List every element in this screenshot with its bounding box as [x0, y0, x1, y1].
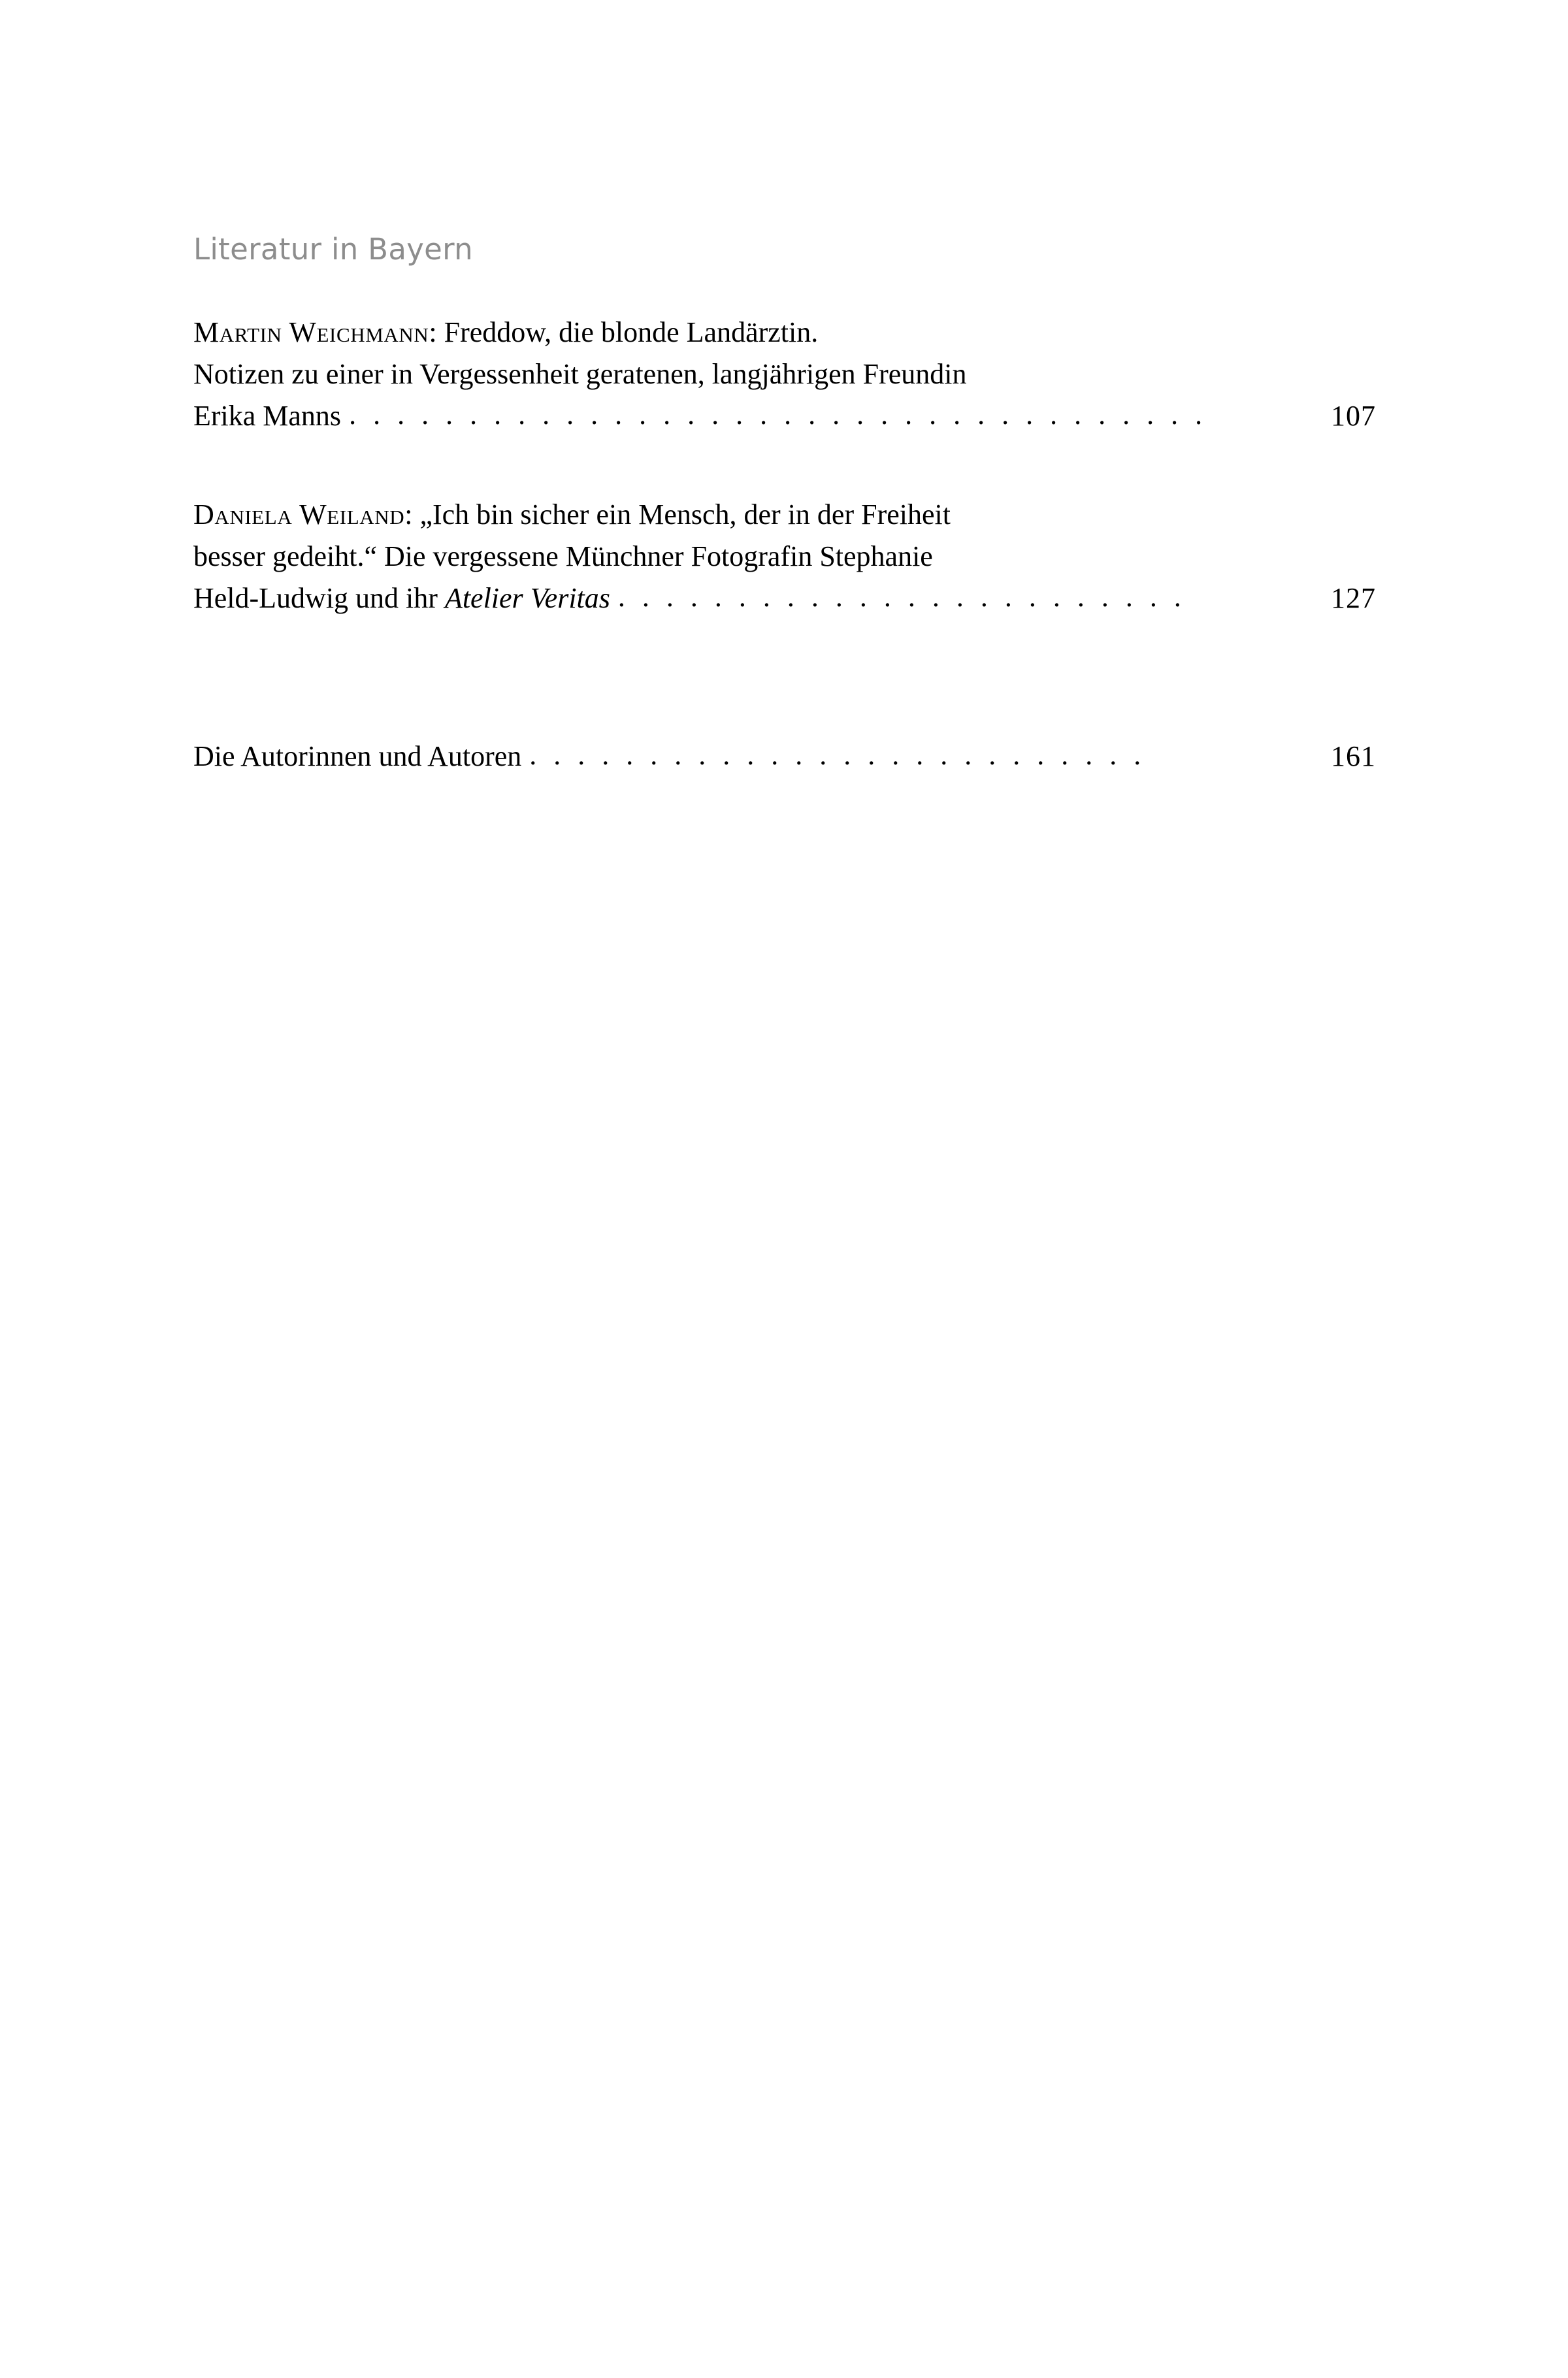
toc-entry-title-line2: Notizen zu einer in Vergessenheit geratenen, langjährigen Freundin	[193, 358, 967, 391]
toc-entry-title-line3: Erika Manns	[193, 400, 342, 432]
toc-entry-leader-row	[193, 736, 1376, 777]
toc-entry-author: Daniela Weiland	[193, 498, 405, 530]
toc-entry-label: Die Autorinnen und Autoren	[193, 740, 522, 773]
page-content	[193, 232, 1389, 778]
toc-entry-page-number: 127	[1331, 582, 1376, 615]
toc-entry-separator: :	[429, 316, 444, 348]
leader-dots: . . . . . . . . . . . . . . . . . . . . . . . .	[617, 581, 1186, 613]
leader-dots: . . . . . . . . . . . . . . . . . . . . . . . . . .	[529, 739, 1146, 772]
toc-entry-page-number: 107	[1331, 400, 1376, 432]
toc-entry-title-line1: „Ich bin sicher ein Mensch, der in der Freiheit	[419, 498, 951, 530]
leader-dots: . . . . . . . . . . . . . . . . . . . . . . . . . . . . . . . . . . . .	[349, 399, 1207, 431]
toc-entry-title-line2: besser gedeiht.“ Die vergessene Münchner Fotografin Stephanie	[193, 540, 933, 572]
toc-entry-leader-row	[193, 578, 1376, 619]
toc-entry-title-line3: Held-Ludwig und ihr	[193, 582, 445, 615]
toc-entry-title-italic: Atelier Veritas	[444, 582, 610, 615]
toc-entry-title-line1: Freddow, die blonde Landärztin.	[444, 316, 819, 348]
toc-entry-authors-list[interactable]	[193, 736, 1376, 777]
running-head: Literatur in Bayern	[193, 232, 473, 267]
toc-entry[interactable]	[193, 494, 1376, 620]
toc-entry-separator: :	[404, 498, 420, 530]
toc-entry-author: Martin Weichmann	[193, 316, 429, 348]
toc-entry-page-number: 161	[1331, 740, 1376, 773]
toc-entry[interactable]	[193, 312, 1376, 438]
toc-entry-leader-row	[193, 395, 1376, 437]
